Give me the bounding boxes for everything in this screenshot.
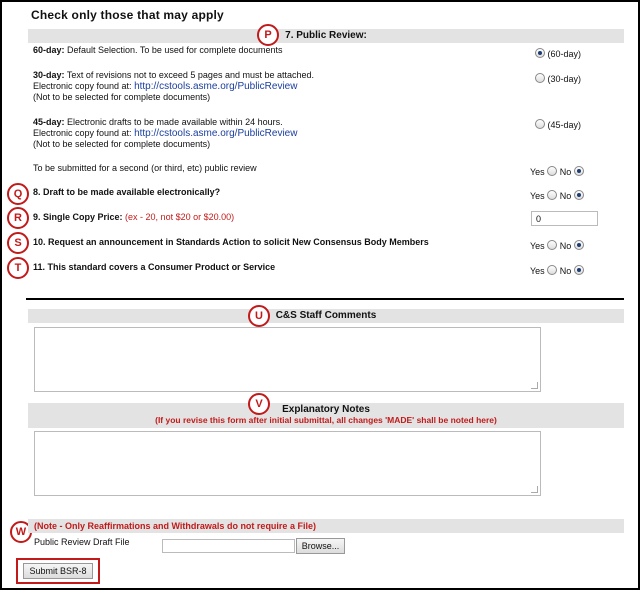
q9-label-row: [33, 212, 234, 223]
second-review-yes-radio[interactable]: [547, 166, 557, 176]
q10-label: 10. Request an announcement in Standards Action to solicit New Consensus Body Members: [33, 237, 429, 247]
marker-q: Q: [7, 183, 29, 205]
second-review-radios: Yes No: [530, 166, 584, 177]
resize-grip-icon[interactable]: [531, 382, 538, 389]
staff-comments-title: C&S Staff Comments: [275, 310, 377, 321]
radio-30-day[interactable]: [535, 73, 545, 83]
explanatory-notes-title: Explanatory Notes: [282, 404, 370, 415]
radio-45-day[interactable]: [535, 119, 545, 129]
marker-w: W: [10, 521, 32, 543]
file-path-input[interactable]: [162, 539, 295, 553]
radio-60-day[interactable]: [535, 48, 545, 58]
file-label: Public Review Draft File: [34, 537, 130, 547]
radio-60-day-label: (60-day): [547, 49, 582, 59]
page-title: Check only those that may apply: [31, 8, 224, 22]
q10-radios: Yes No: [530, 240, 584, 251]
q9-hint: (ex - 20, not $20 or $20.00): [125, 212, 235, 222]
q8-yes-radio[interactable]: [547, 190, 557, 200]
second-review-text: To be submitted for a second (or third, etc) public review: [33, 163, 257, 173]
marker-v: V: [248, 393, 270, 415]
option-60-day-text: 60-day: Default Selection. To be used for complete documents: [33, 45, 283, 55]
q10-no-radio[interactable]: [574, 240, 584, 250]
explanatory-notes-subtitle: (If you revise this form after initial submittal, all changes 'MADE' shall be noted here): [155, 415, 497, 425]
radio-45-day-label: (45-day): [547, 120, 582, 130]
marker-r: R: [7, 207, 29, 229]
staff-comments-textarea[interactable]: [34, 327, 541, 392]
submit-bsr8-button[interactable]: Submit BSR-8: [23, 563, 93, 579]
q8-radios: Yes No: [530, 190, 584, 201]
file-note: (Note - Only Reaffirmations and Withdrawals do not require a File): [28, 519, 624, 533]
public-review-link-30[interactable]: http://cstools.asme.org/PublicReview: [134, 81, 298, 92]
staff-comments-header: [28, 309, 624, 323]
radio-60-day-group: [535, 48, 581, 59]
radio-30-day-group: [535, 73, 581, 84]
q9-label: 9. Single Copy Price:: [33, 212, 123, 222]
radio-30-day-label: (30-day): [547, 74, 582, 84]
public-review-link-45[interactable]: http://cstools.asme.org/PublicReview: [134, 128, 298, 139]
marker-s: S: [7, 232, 29, 254]
public-review-header: [28, 29, 624, 43]
q8-no-radio[interactable]: [574, 190, 584, 200]
second-review-no-radio[interactable]: [574, 166, 584, 176]
q11-yes-radio[interactable]: [547, 265, 557, 275]
marker-t: T: [7, 257, 29, 279]
explanatory-notes-textarea[interactable]: [34, 431, 541, 496]
q11-radios: Yes No: [530, 265, 584, 276]
browse-button[interactable]: Browse...: [296, 538, 345, 554]
option-30-day-text: 30-day: Text of revisions not to exceed 5 pages and must be attached. Electronic copy found at: http://cstools.asme.org/PublicReview (Not to be selected for complete documents): [33, 70, 315, 102]
public-review-title: 7. Public Review:: [285, 30, 367, 41]
single-copy-price-input[interactable]: 0: [531, 211, 598, 226]
q8-label: 8. Draft to be made available electronically?: [33, 187, 221, 197]
q11-no-radio[interactable]: [574, 265, 584, 275]
marker-u: U: [248, 305, 270, 327]
resize-grip-icon[interactable]: [531, 486, 538, 493]
option-45-day-text: 45-day: Electronic drafts to be made available within 24 hours. Electronic copy found at: http://cstools.asme.org/PublicReview (Not to be selected for complete documents): [33, 117, 298, 149]
q10-yes-radio[interactable]: [547, 240, 557, 250]
explanatory-notes-header: [28, 403, 624, 428]
section-divider: [26, 298, 624, 300]
radio-45-day-group: [535, 119, 581, 130]
marker-p: P: [257, 24, 279, 46]
q11-label: 11. This standard covers a Consumer Product or Service: [33, 262, 276, 272]
